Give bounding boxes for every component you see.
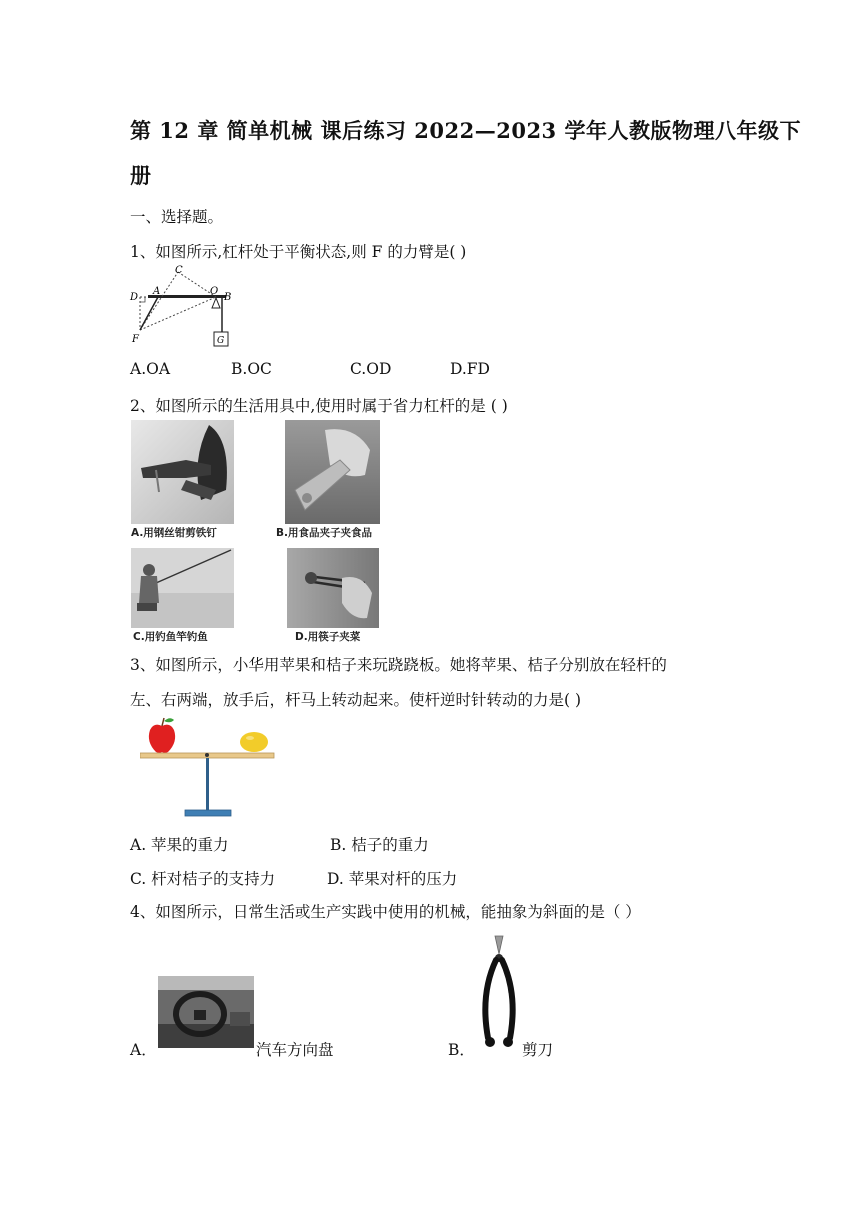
question-4-stem: 4、如图所示，日常生活或生产实践中使用的机械，能抽象为斜面的是（ ）: [130, 903, 641, 921]
label-f: F: [132, 334, 139, 345]
photo-fishing-rod: [131, 548, 234, 628]
photo-chopsticks: [287, 548, 379, 628]
orange-icon: [240, 732, 268, 752]
q2-caption-a: A.用钢丝钳剪铁钉: [131, 527, 217, 539]
q4-option-b-text: 剪刀: [522, 1041, 554, 1059]
question-2-stem: 2、如图所示的生活用具中,使用时属于省力杠杆的是 ( ): [130, 397, 508, 415]
page-title: 第 12 章 简单机械 课后练习 2022—2023 学年人教版物理八年级下: [130, 118, 801, 143]
section-heading: 一、选择题。: [130, 208, 224, 226]
photo-steering-wheel: [158, 976, 254, 1048]
photo-pliers: [131, 420, 234, 524]
label-b: B: [224, 292, 232, 303]
q2-caption-b: B.用食品夹子夹食品: [276, 527, 372, 539]
q3-option-a: A. 苹果的重力: [130, 836, 229, 854]
question-3-stem-line1: 3、如图所示，小华用苹果和桔子来玩跷跷板。她将苹果、桔子分别放在轻杆的: [130, 656, 667, 674]
q1-option-c: C.OD: [350, 360, 392, 378]
q2-caption-c: C.用钓鱼竿钓鱼: [133, 631, 208, 643]
q3-option-b: B. 桔子的重力: [330, 836, 429, 854]
apple-icon: [149, 718, 175, 753]
label-a: A: [153, 286, 161, 297]
pivot-triangle: [212, 298, 220, 308]
label-g: G: [217, 336, 225, 346]
pivot-point: [205, 753, 209, 757]
seesaw-diagram: [140, 716, 276, 820]
photo-scissors: [478, 934, 520, 1052]
q1-option-b: B.OC: [231, 360, 272, 378]
page-title-continued: 册: [130, 163, 152, 188]
q4-option-a-text: 汽车方向盘: [256, 1041, 334, 1059]
lever-diagram: [128, 264, 240, 348]
right-angle-mark: [140, 297, 145, 302]
stand-base: [185, 810, 231, 816]
q1-option-a: A.OA: [130, 360, 171, 378]
label-d: D: [130, 292, 139, 303]
q3-option-c: C. 杆对桔子的支持力: [130, 870, 276, 888]
stand-pole: [206, 758, 209, 810]
q4-option-a-letter: A．: [130, 1041, 157, 1059]
q1-option-d: D.FD: [450, 360, 490, 378]
q3-option-d: D. 苹果对杆的压力: [327, 870, 458, 888]
question-3-stem-line2: 左、右两端，放手后，杆马上转动起来。使杆逆时针转动的力是( ): [130, 691, 582, 709]
question-1-stem: 1、如图所示,杠杆处于平衡状态,则 F 的力臂是( ): [130, 243, 467, 261]
label-c: C: [175, 265, 183, 276]
q4-option-b-letter: B．: [448, 1041, 475, 1059]
label-o: O: [210, 286, 219, 297]
q2-caption-d: D.用筷子夹菜: [295, 631, 361, 643]
photo-food-tongs: [285, 420, 380, 524]
